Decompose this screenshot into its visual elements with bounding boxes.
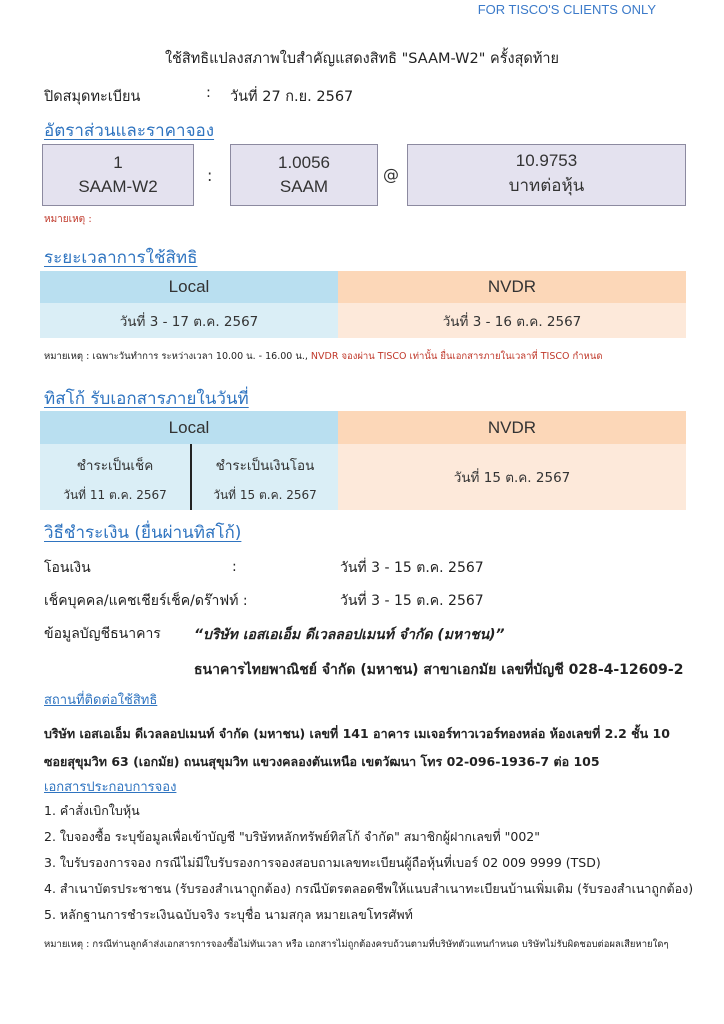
- receipt-nvdr-date: วันที่ 15 ต.ค. 2567: [338, 444, 686, 510]
- ratio-at: @: [383, 165, 399, 184]
- exercise-local-header: Local: [40, 271, 338, 303]
- cheque-label: ชำระเป็นเช็ค: [76, 458, 154, 474]
- warrant-box: [42, 144, 194, 206]
- receipt-nvdr-header: NVDR: [338, 411, 686, 444]
- exercise-nvdr-dates: วันที่ 3 - 16 ต.ค. 2567: [338, 303, 686, 338]
- transfer-method-label: โอนเงิน: [44, 560, 91, 576]
- ratio-heading: อัตราส่วนและราคาจอง: [44, 121, 215, 141]
- warrant-name: SAAM-W2: [78, 177, 158, 196]
- price-unit: บาทต่อหุ้น: [508, 175, 585, 195]
- document-item: 1. คำสั่งเบิกใบหุ้น: [44, 803, 140, 818]
- ratio-remark: หมายเหตุ :: [44, 214, 92, 225]
- price-box: [407, 144, 686, 206]
- exercise-note: [44, 349, 603, 364]
- document-item: 3. ใบรับรองการจอง กรณีไม่มีใบรับรองการจองสอบถามเลขทะเบียนผู้ถือหุ้นที่เบอร์ 02 009 9999 (TSD): [44, 855, 601, 870]
- exercise-period-heading: ระยะเวลาการใช้สิทธิ: [44, 248, 198, 268]
- cheque-method-label: เช็คบุคคล/แคชเชียร์เช็ค/ดร๊าฟท์ :: [44, 593, 248, 609]
- ratio-colon: :: [207, 166, 213, 185]
- contact-address-line1: บริษัท เอสเอเอ็ม ดีเวลลอปเมนท์ จำกัด (มหาชน) เลขที่ 141 อาคาร เมเจอร์ทาวเวอร์ทองหล่อ ห้องเลขที่ 2.2 ชั้น 10: [44, 726, 670, 741]
- doc-receipt-heading: ทิสโก้ รับเอกสารภายในวันที่: [44, 389, 249, 409]
- transfer-method-dates: วันที่ 3 - 15 ต.ค. 2567: [340, 560, 484, 576]
- contact-address-line2: ซอยสุขุมวิท 63 (เอกมัย) ถนนสุขุมวิท แขวงคลองตันเหนือ เขตวัฒนา โทร 02-096-1936-7 ต่อ 105: [44, 754, 600, 769]
- price-value: 10.9753: [515, 151, 578, 171]
- exercise-nvdr-header: NVDR: [338, 271, 686, 303]
- transfer-date: วันที่ 15 ต.ค. 2567: [213, 488, 317, 502]
- share-name: SAAM: [279, 177, 329, 196]
- receipt-local-header: Local: [40, 411, 338, 444]
- document-item: 4. สำเนาบัตรประชาชน (รับรองสำเนาถูกต้อง) กรณีบัตรตลอดชีพให้แนบสำเนาทะเบียนบ้านเพิ่มเติม (รับรองสำเนาถูกต้อง): [44, 881, 694, 896]
- exercise-note-nvdr: NVDR จองผ่าน TISCO เท่านั้น ยื่นเอกสารภายในเวลาที่ TISCO กำหนด: [307, 351, 603, 362]
- share-qty: 1.0056: [278, 153, 330, 172]
- transfer-label: ชำระเป็นเงินโอน: [215, 458, 315, 474]
- cheque-date: วันที่ 11 ต.ค. 2567: [63, 488, 167, 502]
- exercise-note-hours: หมายเหตุ : เฉพาะวันทำการ ระหว่างเวลา 10.00 น. - 16.00 น.,: [44, 351, 308, 362]
- exercise-local-dates: วันที่ 3 - 17 ต.ค. 2567: [40, 303, 338, 338]
- clients-only-label: FOR TISCO'S CLIENTS ONLY: [477, 2, 656, 17]
- transfer-method-colon: :: [232, 559, 237, 575]
- bank-info-label: ข้อมูลบัญชีธนาคาร: [44, 626, 161, 642]
- receipt-local-cell: [40, 444, 338, 510]
- book-close-date: วันที่ 27 ก.ย. 2567: [230, 89, 354, 105]
- cheque-method-dates: วันที่ 3 - 15 ต.ค. 2567: [340, 593, 484, 609]
- book-close-label: ปิดสมุดทะเบียน: [44, 89, 141, 105]
- book-close-colon: :: [206, 85, 211, 101]
- bank-account-detail: ธนาคารไทยพาณิชย์ จำกัด (มหาชน) สาขาเอกมัย เลขที่บัญชี 028-4-12609-2: [194, 662, 684, 678]
- account-name: “บริษัท เอสเอเอ็ม ดีเวลลอปเมนท์ จำกัด (มหาชน)”: [194, 627, 505, 643]
- page-title: ใช้สิทธิแปลงสภาพใบสำคัญแสดงสิทธิ "SAAM-W2" ครั้งสุดท้าย: [164, 51, 560, 67]
- contact-heading: สถานที่ติดต่อใช้สิทธิ: [44, 693, 158, 708]
- documents-footnote: หมายเหตุ : กรณีท่านลูกค้าส่งเอกสารการจองซื้อไม่ทันเวลา หรือ เอกสารไม่ถูกต้องครบถ้วนตามที่บริษัทตัวแทนกำหนด บริษัทไม่รับผิดชอบต่อผลเสียหายใดๆ: [44, 939, 669, 950]
- warrant-qty: 1: [113, 153, 123, 172]
- share-box: [230, 144, 378, 206]
- document-item: 2. ใบจองซื้อ ระบุข้อมูลเพื่อเข้าบัญชี "บริษัทหลักทรัพย์ทิสโก้ จำกัด" สมาชิกผู้ฝากเลขที่ "002": [44, 829, 541, 844]
- payment-heading: วิธีชำระเงิน (ยื่นผ่านทิสโก้): [44, 523, 242, 543]
- documents-heading: เอกสารประกอบการจอง: [44, 780, 177, 795]
- document-item: 5. หลักฐานการชำระเงินฉบับจริง ระบุชื่อ นามสกุล หมายเลขโทรศัพท์: [44, 907, 413, 922]
